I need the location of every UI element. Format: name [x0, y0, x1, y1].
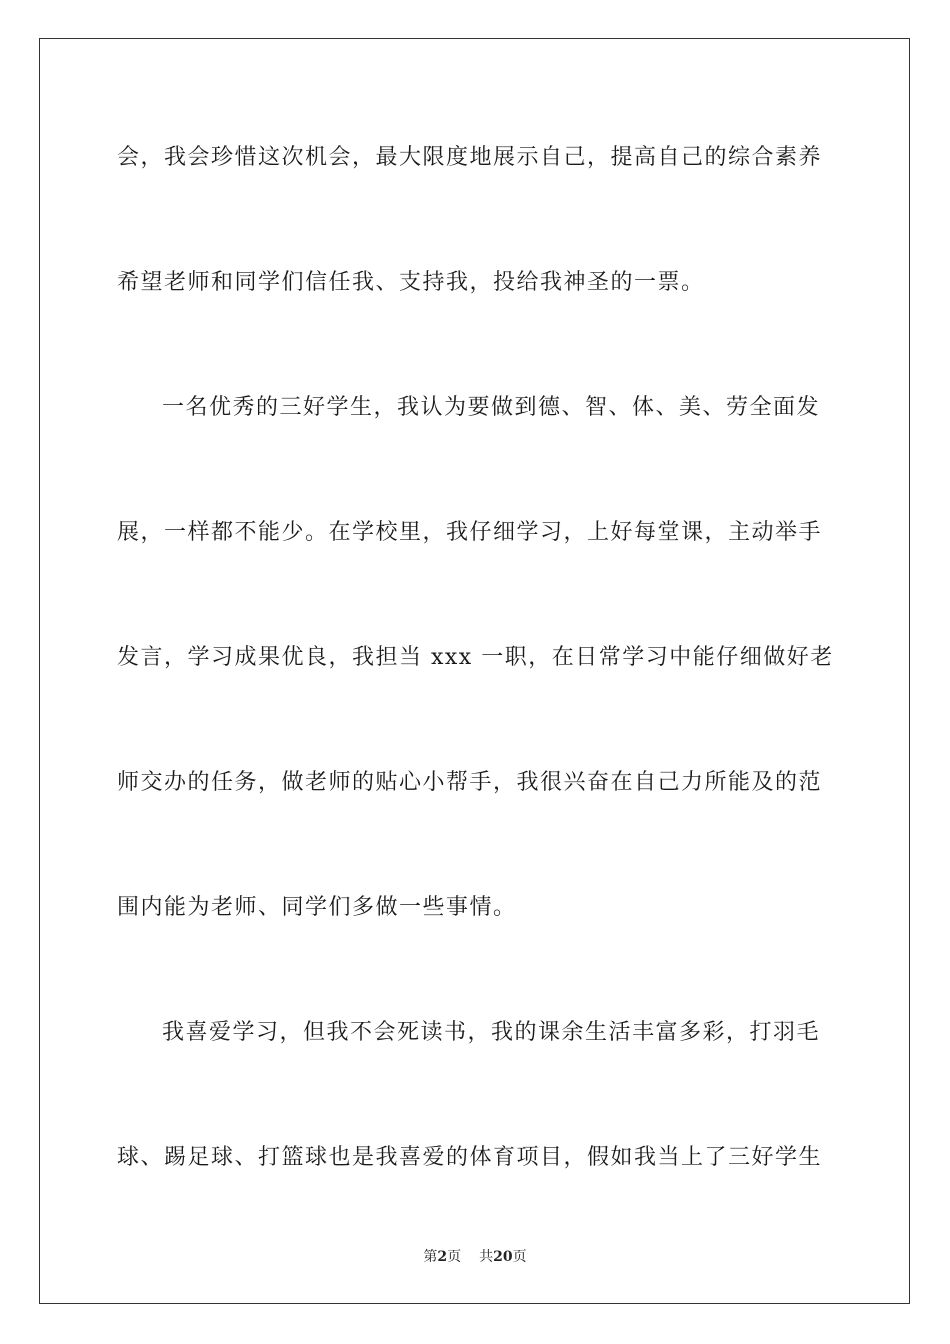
footer-total-prefix: 共	[479, 1249, 494, 1265]
footer-page-suffix: 页	[447, 1249, 462, 1265]
text-line-7: 围内能为老师、同学们多做一些事情。	[117, 895, 517, 920]
text-line-5: 发言，学习成果优良，我担当 xxx 一职，在日常学习中能仔细做好老	[117, 645, 834, 670]
page-footer	[0, 1248, 950, 1266]
text-line-1: 会，我会珍惜这次机会，最大限度地展示自己，提高自己的综合素养	[117, 145, 823, 170]
paragraph-start-line-8: 我喜爱学习，但我不会死读书，我的课余生活丰富多彩，打羽毛	[162, 1020, 821, 1045]
footer-total-suffix: 页	[512, 1249, 527, 1265]
footer-page-prefix: 第	[423, 1249, 438, 1265]
paragraph-start-line-3: 一名优秀的三好学生，我认为要做到德、智、体、美、劳全面发	[162, 395, 821, 420]
footer-total-number: 20	[493, 1249, 513, 1265]
text-line-2: 希望老师和同学们信任我、支持我，投给我神圣的一票。	[117, 270, 705, 295]
text-line-6: 师交办的任务，做老师的贴心小帮手，我很兴奋在自己力所能及的范	[117, 770, 823, 795]
text-line-4: 展，一样都不能少。在学校里，我仔细学习，上好每堂课，主动举手	[117, 520, 823, 545]
text-line-9: 球、踢足球、打篮球也是我喜爱的体育项目，假如我当上了三好学生	[117, 1145, 823, 1170]
footer-page-number: 2	[437, 1249, 448, 1265]
